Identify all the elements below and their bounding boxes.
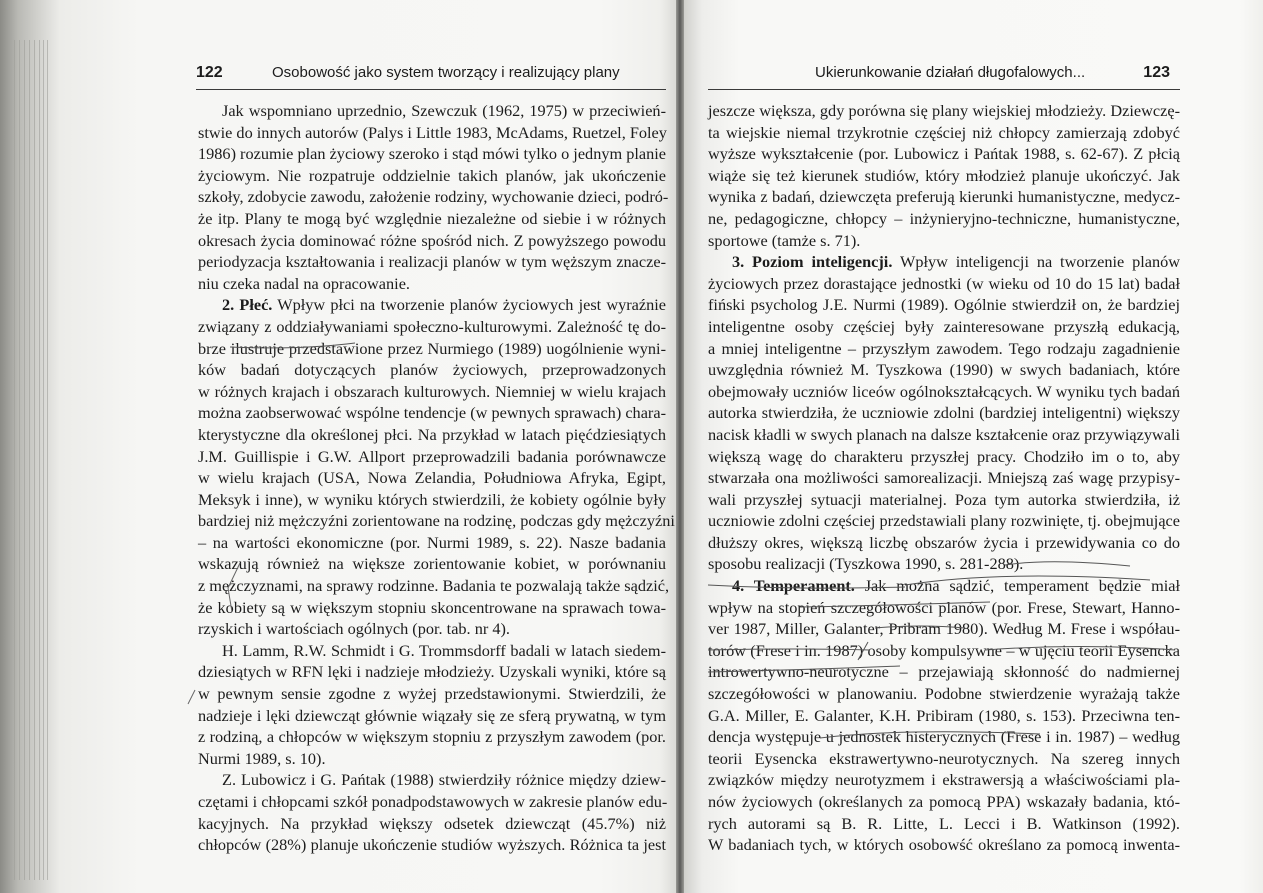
- text-line: [198, 640, 666, 662]
- line-text: w pewnym sensie zgodne z wyżej przedstawionymi. Stwierdzili, że: [198, 684, 666, 704]
- text-line: [708, 726, 1180, 748]
- text-line: [198, 424, 666, 446]
- left-page-number: 122: [196, 64, 223, 81]
- line-text: w wielu krajach (USA, Nowa Zelandia, Południowa Afryka, Egipt,: [198, 468, 666, 488]
- text-line: [198, 748, 666, 770]
- line-text: torów (Frese i in. 1987) osoby kompulsywne – w ujęciu teorii Eysencka: [708, 640, 1180, 660]
- line-text: wyższe wykształcenie (por. Lubowicz i Pańtak 1988, s. 62-67). Z płcią: [708, 144, 1180, 164]
- text-line: [198, 618, 666, 640]
- text-line: [198, 726, 666, 748]
- text-line: [708, 294, 1180, 316]
- line-text: wynika z badań, dziewczęta preferują kierunki humanistyczne, medycz-: [708, 187, 1180, 207]
- line-text: szczegółowości w planowaniu. Podobne stwierdzenie wyrażają także: [708, 684, 1180, 704]
- text-line: [708, 316, 1180, 338]
- right-header-rule: [708, 89, 1180, 90]
- line-text: inteligentne osoby częściej były zainteresowane przyszłą edukacją,: [708, 316, 1180, 336]
- line-text: większą wagę do charakteru przyszłej pracy. Chodziło im o to, aby: [708, 446, 1180, 466]
- line-text: życiowym. Nie rozpatruje oddzielnie takich planów, jak ukończenie: [198, 165, 666, 185]
- text-line: [198, 510, 675, 532]
- line-text: G.A. Miller, E. Galanter, K.H. Pribiram (1980, s. 153). Przeciwna ten-: [708, 705, 1180, 725]
- text-line: [708, 705, 1180, 727]
- text-line: [708, 640, 1180, 662]
- line-text: rych autorami są B. R. Litte, L. Lecci i B. Watkinson (1992).: [708, 813, 1180, 833]
- right-page-number: 123: [1143, 64, 1170, 81]
- text-line: [708, 143, 1180, 165]
- line-text: fiński psycholog J.E. Nurmi (1989). Ogólnie stwierdził on, że bardziej: [708, 295, 1180, 315]
- line-text: w różnych krajach i obszarach kulturowych. Niemniej w wielu krajach: [198, 381, 666, 401]
- right-running-head: Ukierunkowanie działań długofalowych...: [815, 64, 1086, 81]
- text-line: [708, 553, 1180, 575]
- line-text: ne, pedagogiczne, chłopcy – inżynieryjno-techniczne, humanistyczne,: [708, 208, 1180, 228]
- line-text: ver 1987, Miller, Galanter, Pribram 1980). Według M. Frese i współau-: [708, 619, 1180, 639]
- line-text: stwie do innych autorów (Palys i Little 1983, McAdams, Ruetzel, Foley: [198, 122, 667, 142]
- line-text: szkoły, zdobycie zawodu, założenie rodziny, wychowanie dzieci, podró-: [198, 187, 669, 207]
- line-text: 1986) rozumie plan życiowy szeroko i stąd mówi tylko o jednym planie: [198, 144, 666, 164]
- text-line: [198, 359, 666, 381]
- text-line: [708, 467, 1180, 489]
- line-text: jeszcze większa, gdy porówna się plany wiejskiej młodzieży. Dziewczę-: [708, 101, 1180, 120]
- line-text: czętami i chłopcami szkół ponadpodstawowych w zakresie planów edu-: [198, 792, 668, 811]
- line-text: periodyzacja kształtowania i realizacji planów w tym węższym znacze-: [198, 252, 666, 272]
- line-text: rzyskich i wartościach ogólnych (por. tab. nr 4).: [198, 619, 510, 639]
- text-line: [198, 165, 666, 187]
- text-line: [198, 273, 666, 295]
- line-text: ków badań dotyczących planów życiowych, przeprowadzonych: [198, 360, 666, 380]
- text-line: [708, 402, 1180, 424]
- section-heading: 4. Temperament.: [732, 576, 855, 596]
- line-text: uczniowie zdolni częściej przedstawiali plany rozwinięte, tj. obejmujące: [708, 511, 1180, 531]
- line-text: stwarzała ona możliwości samorealizacji. Mniejszą zaś wagę przypisy-: [708, 468, 1180, 488]
- text-line: [198, 381, 666, 403]
- text-line: [708, 446, 1180, 468]
- right-text-column: [708, 100, 1180, 856]
- text-line: [708, 683, 1180, 705]
- text-line: [708, 359, 1180, 381]
- line-text: wskazują również na większe zorientowanie kobiet, w porównaniu: [198, 554, 666, 574]
- text-line: [198, 553, 666, 575]
- left-text-column: [198, 100, 675, 856]
- left-header-rule: [196, 89, 666, 90]
- text-line: [708, 208, 1180, 230]
- text-line: [198, 791, 666, 813]
- line-text: związków między neurotyzmem i ekstrawersją a właściwościami pla-: [708, 770, 1180, 790]
- text-line: [198, 597, 666, 619]
- text-line: [198, 575, 670, 597]
- line-text: z rodziną, a chłopców w większym stopniu z przyszłym zawodem (por.: [198, 727, 666, 747]
- text-line: [708, 273, 1180, 295]
- text-line: [198, 208, 666, 230]
- line-text: sposobu realizacji (Tyszkowa 1990, s. 281-288).: [708, 554, 1024, 574]
- text-line: [198, 813, 666, 835]
- line-text: sportowe (tamże s. 71).: [708, 230, 861, 250]
- text-line: [708, 748, 1180, 770]
- line-text: chłopców (28%) planuje ukończenie studiów wyższych. Różnica ta jest: [198, 835, 666, 855]
- left-page-header: [196, 64, 666, 88]
- text-line: [708, 834, 1180, 856]
- line-text: nacisk kładli w swych planach na dalsze kształcenie oraz przywiązywali: [708, 424, 1180, 444]
- right-page-header: [790, 64, 1180, 88]
- text-line: [708, 532, 1180, 554]
- line-text: bardziej niż mężczyźni zorientowane na rodzinę, podczas gdy mężczyźni: [198, 511, 675, 531]
- text-line: [708, 618, 1180, 640]
- line-text: że kobiety są w większym stopniu skoncentrowane na sprawach towa-: [198, 597, 666, 617]
- text-line: [708, 122, 1180, 144]
- line-text: z mężczyznami, na sprawy rodzinne. Badania te pozwalają także sądzić,: [198, 576, 670, 596]
- line-text: Nurmi 1989, s. 10).: [198, 748, 326, 768]
- text-line: [708, 251, 1180, 273]
- line-text: niu czeka nadal na opracowanie.: [198, 273, 410, 293]
- section-heading: 3. Poziom inteligencji.: [732, 252, 893, 272]
- text-line: [708, 424, 1180, 446]
- text-line: [198, 230, 666, 252]
- text-line: [198, 122, 666, 144]
- line-text: Wpływ inteligencji na tworzenie planów: [899, 252, 1181, 272]
- line-text: autorka stwierdziła, że uczniowie zdolni (bardziej inteligentni) większy: [708, 403, 1180, 423]
- text-line: [198, 446, 666, 468]
- line-text: Meksyk i inne), w wyniku których stwierdzili, że kobiety ogólnie były: [198, 489, 666, 509]
- text-line: [198, 100, 666, 122]
- text-line: [708, 165, 1180, 187]
- text-line: [708, 791, 1180, 813]
- text-line: [198, 705, 666, 727]
- text-line: [708, 661, 1180, 683]
- text-line: [198, 338, 666, 360]
- line-text: dziesiątych w RFN lęki i nadzieje młodzieży. Uzyskali wyniki, które są: [198, 662, 666, 682]
- text-line: [708, 813, 1180, 835]
- text-line: [708, 597, 1180, 619]
- text-line: [708, 510, 1180, 532]
- text-line: [198, 532, 666, 554]
- line-text: J.M. Guillispie i G.W. Allport przeprowadzili badania porównawcze: [198, 446, 666, 466]
- line-text: uwzględnia również M. Tyszkowa (1990) w swych badaniach, które: [708, 360, 1180, 380]
- line-text: nadzieje i lęki dziewcząt głównie wiązały się ze sferą prywatną, w tym: [198, 705, 666, 725]
- line-text: wiąże się też kierunek studiów, który młodzież planuje ukończyć. Jak: [708, 165, 1180, 185]
- text-line: [198, 251, 666, 273]
- line-text: H. Lamm, R.W. Schmidt i G. Trommsdorff badali w latach siedem-: [222, 640, 666, 660]
- line-text: – na wartości ekonomiczne (por. Nurmi 1989, s. 22). Nasze badania: [198, 532, 666, 552]
- text-line: [198, 316, 666, 338]
- line-text: Wpływ płci na tworzenie planów życiowych jest wyraźnie: [277, 295, 666, 315]
- text-line: [708, 338, 1180, 360]
- text-line: [198, 467, 666, 489]
- section-heading: 2. Płeć.: [222, 295, 273, 315]
- book-spine: [676, 0, 684, 893]
- text-line: [198, 661, 666, 683]
- text-line: [708, 489, 1180, 511]
- line-text: życiowych przez dorastające jednostki (w wieku od 10 do 15 lat) badał: [708, 273, 1180, 293]
- line-text: introwertywno-neurotyczne – przejawiają skłonność do nadmiernej: [708, 662, 1180, 682]
- line-text: Jak można sądzić, temperament będzie miał: [864, 576, 1181, 596]
- text-line: [198, 294, 666, 316]
- line-text: można zaobserwować wspólne tendencje (w pewnych sprawach) chara-: [198, 403, 666, 423]
- text-line: [708, 381, 1180, 403]
- text-line: [198, 769, 666, 791]
- line-text: dłuższy okres, większą liczbę obszarów życia i przewidywania co do: [708, 532, 1180, 552]
- left-running-head: Osobowość jako system tworzący i realizujący plany: [272, 64, 620, 81]
- line-text: nów życiowych (określanych za pomocą PPA) wskazały badania, któ-: [708, 792, 1180, 811]
- line-text: wpływ na stopień szczegółowości planów (por. Frese, Stewart, Hanno-: [708, 597, 1180, 617]
- line-text: dencja występuje u jednostek histerycznych (Frese i in. 1987) – według: [708, 727, 1180, 747]
- line-text: obejmowały uczniów liceów ogólnokształcących. W wyniku tych badań: [708, 381, 1180, 401]
- text-line: [708, 100, 1180, 122]
- text-line: [708, 230, 1180, 252]
- text-line: [708, 769, 1180, 791]
- line-text: wali przyszłej sytuacji materialnej. Poza tym autorka stwierdziła, iż: [708, 489, 1180, 509]
- text-line: [198, 489, 666, 511]
- text-line: [198, 834, 666, 856]
- line-text: okresach życia dominować różne spośród nich. Z powyższego powodu: [198, 230, 666, 250]
- line-text: brze ilustruje przedstawione przez Nurmiego (1989) uogólnienie wyni-: [198, 338, 666, 358]
- line-text: kacyjnych. Na przykład większy odsetek dziewcząt (45.7%) niż: [198, 813, 666, 833]
- line-text: a mniej inteligentne – przyszłym zawodem. Tego rodzaju zagadnienie: [708, 338, 1180, 358]
- page-edges: [10, 40, 50, 880]
- text-line: [198, 402, 666, 424]
- line-text: Z. Lubowicz i G. Pańtak (1988) stwierdziły różnice między dziew-: [222, 770, 666, 790]
- line-text: związany z oddziaływaniami społeczno-kulturowymi. Zależność tę do-: [198, 316, 666, 336]
- text-line: [198, 143, 666, 165]
- line-text: W badaniach tych, w których osobowść określano za pomocą inwenta-: [708, 835, 1180, 855]
- text-line: [708, 186, 1180, 208]
- text-line: [198, 186, 669, 208]
- text-line: [198, 683, 666, 705]
- line-text: kterystyczne dla określonej płci. Na przykład w latach pięćdziesiątych: [198, 424, 666, 444]
- line-text: teorii Eysencka ekstrawertywno-neurotycznych. Na szereg innych: [708, 748, 1180, 768]
- line-text: że itp. Plany te mogą być względnie niezależne od siebie i w różnych: [198, 208, 666, 228]
- line-text: Jak wspomniano uprzednio, Szewczuk (1962, 1975) w przeciwień-: [222, 101, 666, 120]
- line-text: ta wiejskie niemal trzykrotnie częściej niż chłopcy zamierzają zdobyć: [708, 122, 1180, 142]
- text-line: [708, 575, 1180, 597]
